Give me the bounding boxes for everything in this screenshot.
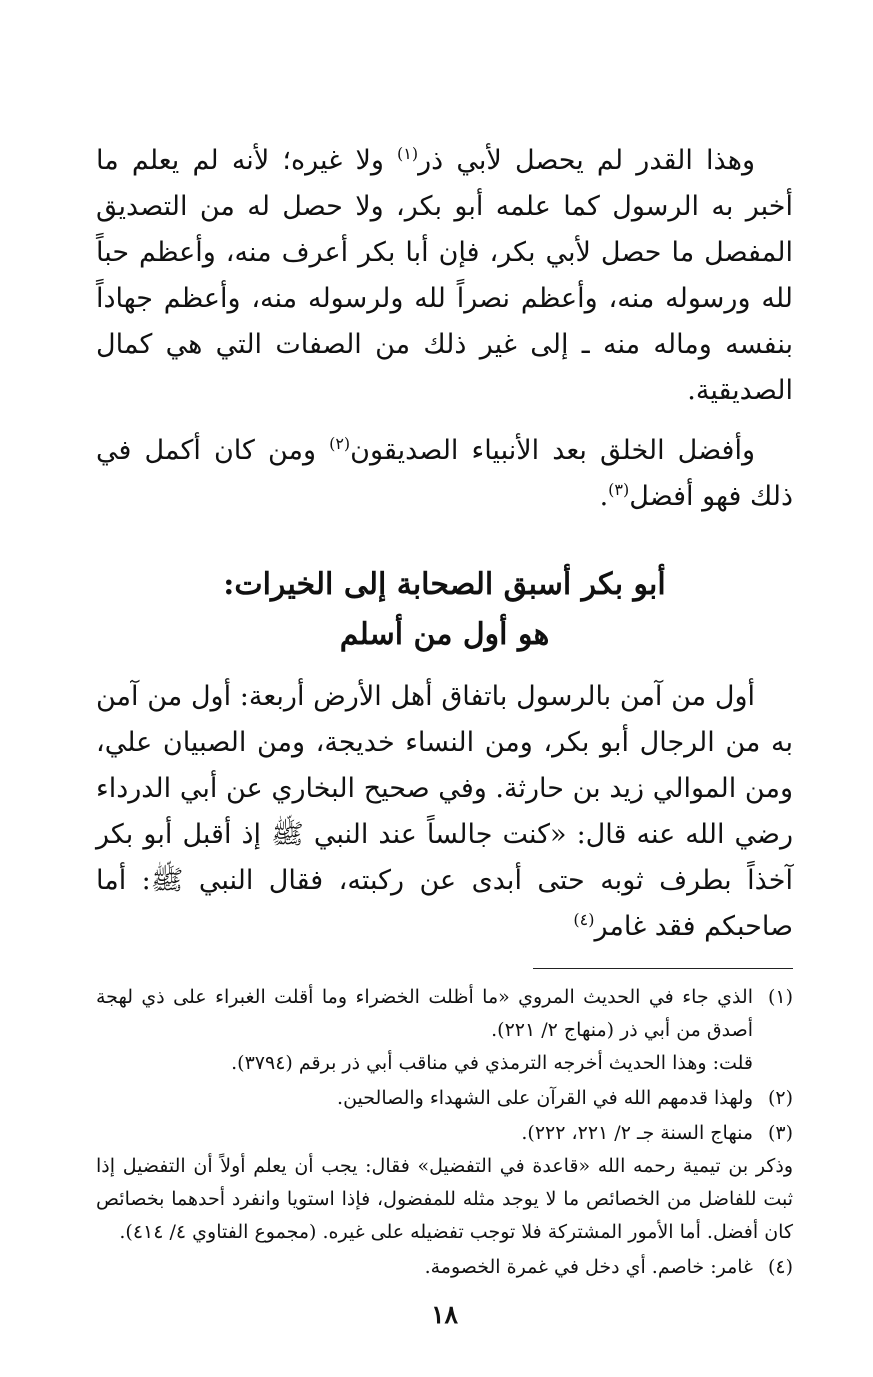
footnote-3-text: منهاج السنة جـ ٢/ ٢٢١، ٢٢٢). bbox=[521, 1122, 753, 1144]
footnote-1 bbox=[96, 981, 793, 1047]
footnote-3 bbox=[96, 1117, 793, 1150]
footnote-ref-3: (٣) bbox=[608, 480, 630, 499]
section-heading-line-2: هو أول من أسلم bbox=[339, 617, 550, 652]
footnote-4 bbox=[96, 1251, 793, 1284]
footnote-separator bbox=[533, 968, 793, 969]
footnote-4-text: غامر: خاصم. أي دخل في غمرة الخصومة. bbox=[424, 1256, 753, 1278]
footnote-3-note: وذكر بن تيمية رحمه الله «قاعدة في التفضيل» فقال: يجب أن يعلم أولاً أن التفضيل إذا ثبت للفاضل من الخصائص ما لا يوجد مثله للمفضول، فإذا استويا وانفرد أحدهما بخصائص كان أفضل. أما الأمور المشتركة فلا توجب تفضيله على غيره. (مجموع الفتاوي ٤/ ٤١٤). bbox=[96, 1155, 793, 1243]
paragraph-1-text: وهذا القدر لم يحصل لأبي ذر bbox=[418, 145, 755, 176]
paragraph-3-text: أول من آمن بالرسول باتفاق أهل الأرض أربعة: أول من آمن به من الرجال أبو بكر، ومن النساء خديجة، ومن الصبيان علي، ومن الموالي زيد بن حارثة. وفي صحيح البخاري عن أبي الدرداء رضي الله عنه قال: «كنت جالساً عند النبي ﷺ إذ أقبل أبو بكر آخذاً بطرف ثوبه حتى أبدى عن ركبته، فقال النبي ﷺ: أما صاحبكم فقد غامر bbox=[96, 681, 793, 942]
footnote-ref-4: (٤) bbox=[573, 910, 595, 929]
footnote-3-number: (٣) bbox=[767, 1122, 793, 1144]
paragraph-2-end: . bbox=[599, 481, 609, 512]
paragraph-2-text: وأفضل الخلق بعد الأنبياء الصديقون bbox=[350, 435, 755, 466]
footnote-1-text: الذي جاء في الحديث المروي «ما أظلت الخضراء وما أقلت الغبراء على ذي لهجة أصدق من أبي ذر (منهاج ٢/ ٢٢١). bbox=[96, 986, 753, 1041]
footnote-ref-2: (٢) bbox=[329, 434, 351, 453]
footnote-2-text: ولهذا قدمهم الله في القرآن على الشهداء والصالحين. bbox=[337, 1087, 753, 1109]
footnote-2-number: (٢) bbox=[767, 1087, 793, 1109]
footnote-1-number: (١) bbox=[767, 986, 793, 1008]
paragraph-3 bbox=[96, 674, 793, 950]
footnote-ref-1: (١) bbox=[397, 144, 419, 163]
section-heading bbox=[96, 560, 793, 660]
page-number: ١٨ bbox=[431, 1300, 458, 1329]
paragraph-2-text-continued: ومن كان أكمل في ذلك فهو أفضل bbox=[96, 435, 793, 512]
paragraph-1-text-continued: ولا غيره؛ لأنه لم يعلم ما أخبر به الرسول كما علمه أبو بكر، ولا حصل له من التصديق المفصل ما حصل لأبي بكر، فإن أبا بكر أعرف منه، وأعظم حباً لله ورسوله منه، وأعظم نصراً لله ولرسوله منه، وأعظم جهاداً بنفسه وماله منه ـ إلى غير ذلك من الصفات التي هي كمال الصديقية. bbox=[96, 145, 793, 406]
book-page bbox=[96, 138, 793, 1329]
paragraph-2 bbox=[96, 428, 793, 520]
footnote-2 bbox=[96, 1082, 793, 1115]
footnote-1-note: قلت: وهذا الحديث أخرجه الترمذي في مناقب أبي ذر برقم (٣٧٩٤). bbox=[231, 1052, 753, 1074]
paragraph-1 bbox=[96, 138, 793, 414]
footnote-4-number: (٤) bbox=[767, 1256, 793, 1278]
section-heading-line-1: أبو بكر أسبق الصحابة إلى الخيرات: bbox=[223, 567, 666, 602]
